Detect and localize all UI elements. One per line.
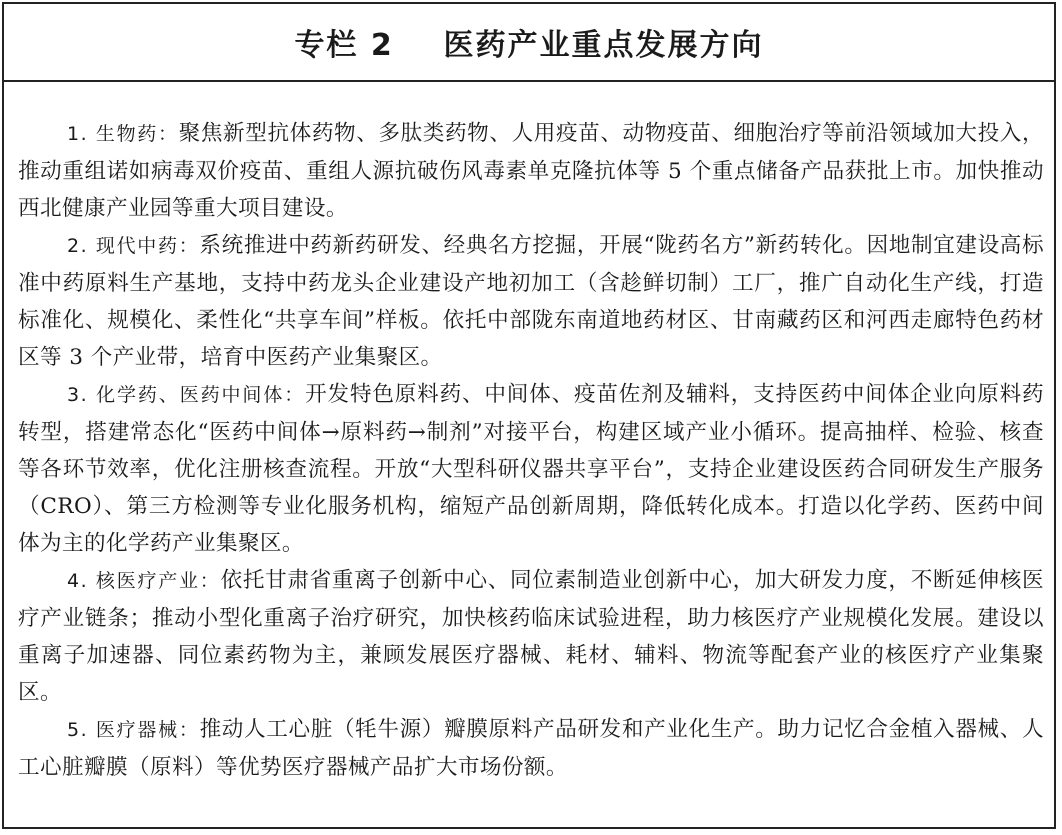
paragraph-lead: 4. 核医疗产业： <box>67 570 221 592</box>
paragraph-body: 开发特色原料药、中间体、疫苗佐剂及辅料，支持医药中间体企业向原料药转型，搭建常态化“医药中间体→原料药→制剂”对接平台，构建区域产业小循环。提高抽样、检验、核查等各环节效率，优化注册核查流程。开放“大型科研仪器共享平台”，支持企业建设医药合同研发生产服务（CRO）、第三方检测等专业化服务机构，缩短产品创新周期，降低转化成本。打造以化学药、医药中间体为主的化学药产业集聚区。 <box>18 382 1044 556</box>
paragraph-lead: 2. 现代中药： <box>67 235 200 257</box>
paragraph-medical-devices <box>18 711 1044 786</box>
paragraph-chemical-drugs <box>18 376 1044 562</box>
paragraph-lead: 1. 生物药： <box>67 123 179 145</box>
paragraph-lead: 3. 化学药、医药中间体： <box>67 384 306 406</box>
column-content <box>18 115 1044 786</box>
paragraph-body: 依托甘肃省重离子创新中心、同位素制造业创新中心，加大研发力度，不断延伸核医疗产业链条；推动小型化重离子治疗研究，加快核药临床试验进程，助力核医疗产业规模化发展。建设以重离子加速器、同位素药物为主，兼顾发展医疗器械、耗材、辅料、物流等配套产业的核医疗产业集聚区。 <box>18 568 1045 705</box>
paragraph-body: 推动人工心脏（牦牛源）瓣膜原料产品研发和产业化生产。助力记忆合金植入器械、人工心脏瓣膜（原料）等优势医疗器械产品扩大市场份额。 <box>18 717 1045 780</box>
paragraph-body: 聚焦新型抗体药物、多肽类药物、人用疫苗、动物疫苗、细胞治疗等前沿领域加大投入，推动重组诺如病毒双价疫苗、重组人源抗破伤风毒素单克隆抗体等 5 个重点储备产品获批上市。加快推动西北健康产业园等重大项目建设。 <box>18 121 1044 221</box>
paragraph-modern-tcm <box>18 227 1044 376</box>
paragraph-nuclear-medicine <box>18 562 1044 711</box>
column-header <box>4 4 1054 82</box>
paragraph-lead: 5. 医疗器械： <box>67 719 200 741</box>
paragraph-body: 系统推进中药新药研发、经典名方挖掘，开展“陇药名方”新药转化。因地制宜建设高标准中药原料生产基地，支持中药龙头企业建设产地初加工（含趁鲜切制）工厂，推广自动化生产线，打造标准化、规模化、柔性化“共享车间”样板。依托中部陇东南道地药材区、甘南藏药区和河西走廊特色药材区等 3 个产业带，培育中医药产业集聚区。 <box>18 233 1044 370</box>
paragraph-biologics <box>18 115 1044 227</box>
column-title: 专栏 2 医药产业重点发展方向 <box>294 28 764 63</box>
column-box <box>2 2 1056 829</box>
